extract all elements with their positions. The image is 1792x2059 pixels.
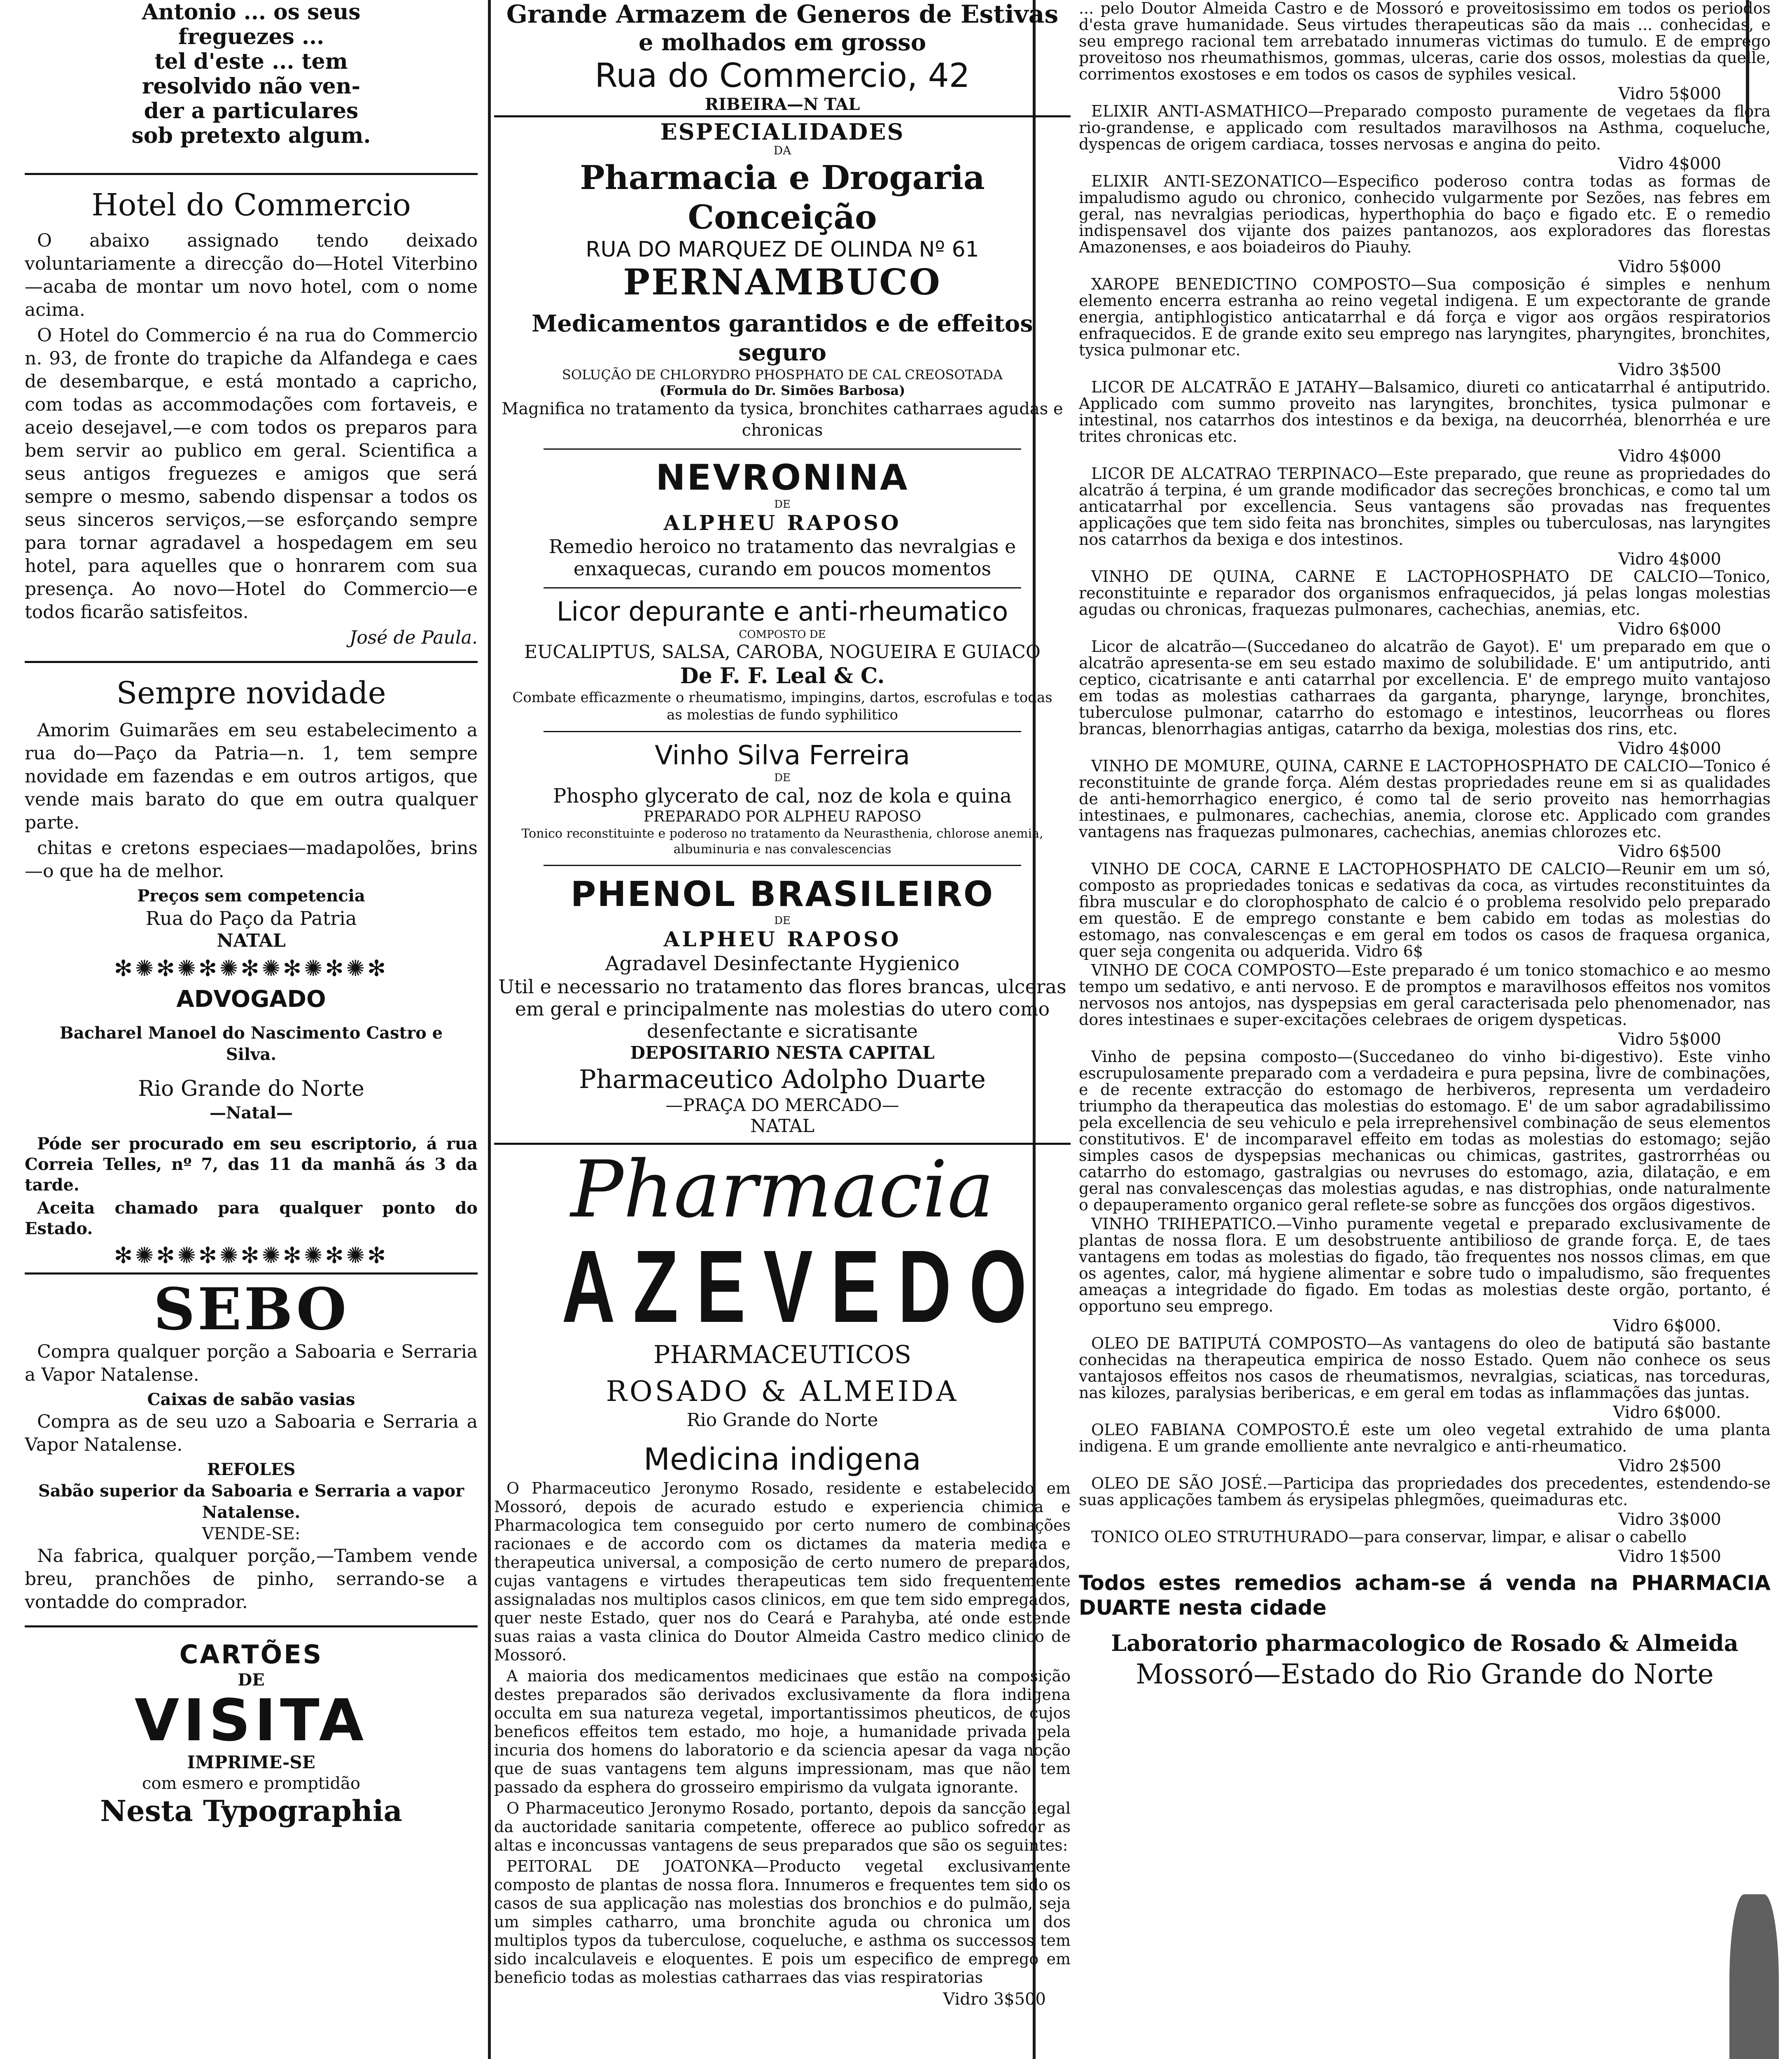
armazem-ad (494, 0, 1071, 114)
remedy-price: Vidro 6$000. (1613, 1317, 1721, 1335)
remedy-entry: VINHO DE COCA, CARNE E LACTOPHOSPHATO DE CALCIO—Reunir em um só, composto as propriedades tonicas e sedativas da coca, as virtudes reconstituintes da fibra muscular e do clorophosphato de calcio é o problema resolvido pelo preparado em questão. E de emprego constante e bem cabido em todas as molestias do estomago, nas convalescenças e em geral em todos os casos de fraquesa organica, quer seja congenita ou adquerida. Vidro 6$ (1079, 860, 1771, 960)
ornament-border: ✻✺✻✺✻✺✻✺✻✺✻✺✻ (114, 1242, 389, 1268)
remedy-price: Vidro 5$000 (1618, 257, 1721, 276)
especialidades-rua: RUA DO MARQUEZ DE OLINDA Nº 61 (586, 237, 979, 262)
remedy-price: Vidro 4$000 (1618, 447, 1721, 466)
phenol-ad (494, 873, 1071, 1137)
remedy-entry: VINHO TRIHEPATICO.—Vinho puramente vegetal e preparado exclusivamente de plantas de nossa flora. E um desobstruente antibilioso de grande força. E, de taes vantagens em todas as molestias do figado, tão frequentes nos nossos climas, em que os agentes, calor, má hygiene alimentar e sobre tudo o impaludismo, são frequentes ameaças a integridade do figado. Em todas as molestias deste orgão, portanto, é opportuno seu emprego. (1079, 1215, 1771, 1315)
especialidades-ad (494, 120, 1071, 441)
vinho-ad (494, 740, 1071, 857)
remedy-entry: TONICO OLEO STRUTHURADO—para conservar, limpar, e alisar o cabello (1091, 1528, 1687, 1546)
remedy-price: Vidro 5$000 (1618, 1030, 1721, 1049)
remedy-entry: XAROPE BENEDICTINO COMPOSTO—Sua composição é simples e nenhum elemento encerra estranha ao reino vegetal indigena. E um expectorante de grande energia, antiphlogistico anticatarrhal e dá força e vigor aos orgãos respiratorios enfraquecidos. E de grande exito seu emprego nas laryngites, pharyngites, bronchites, tysica pulmonar etc. (1079, 275, 1771, 359)
cartoes-imprime: IMPRIME-SE (187, 1752, 315, 1772)
hotel-para: O abaixo assignado tendo deixado voluntariamente a direcção do—Hotel Viterbino—acaba de montar um novo hotel, com o nome acima. (25, 230, 478, 320)
divider (544, 731, 1021, 732)
phenol-title: PHENOL BRASILEIRO (570, 874, 994, 914)
advogado-place: Rio Grande do Norte (138, 1076, 364, 1101)
remedy-entry: VINHO DE QUINA, CARNE E LACTOPHOSPHATO DE CALCIO—Tonico, reconstituinte e reparador dos organismos enfraquecidos, já pelas longas molestias agudas ou chronicas, fraquezas pulmonares, cachechias, anemias, etc. (1079, 567, 1771, 619)
vinho-desc: Tonico reconstituinte e poderoso no tratamento da Neurasthenia, chlorose anemia, albuminuria e nas convalescencias (521, 826, 1043, 857)
nevronina-desc: Remedio heroico no tratamento das nevralgias e enxaquecas, curando em poucos momentos (548, 535, 1016, 580)
divider (25, 1272, 478, 1275)
sebo-heading: REFOLES (207, 1460, 296, 1479)
remedy-price: Vidro 5$000 (1618, 84, 1721, 103)
especialidades-pernambuco: PERNAMBUCO (623, 261, 942, 303)
phenol-sub: Agradavel Desinfectante Hygienico (605, 952, 960, 975)
sebo-ad (25, 1276, 478, 1614)
advogado-city: —Natal— (209, 1103, 293, 1123)
remedy-price: Vidro 1$500 (1618, 1547, 1721, 1566)
advogado-name: Bacharel Manoel do Nascimento Castro e Silva. (59, 1023, 443, 1064)
medicina-para: A maioria dos medicamentos medicinaes que estão na composição destes preparados são derivados exclusivamente da flora indigena occulta em sua natureza vegetal, importantissimos pheuticos, de cujos beneficos effeitos tem estado, mo hoje, a humanidade privada pela incuria dos homens do laboratorio e da sciencia apesar da vaga noção que de suas vantagens tem alguns impressionam, mas que não tem passado da esphera do grosseiro empirismo da vulgata ignorante. (494, 1667, 1071, 1796)
sebo-heading: Caixas de sabão vasias (147, 1390, 355, 1409)
divider (544, 865, 1021, 866)
sebo-para: Na fabrica, qualquer porção,—Tambem vende breu, pranchões de pinho, serrando-se a vontadde do comprador. (25, 1545, 478, 1613)
azevedo-script: Pharmacia (570, 1144, 994, 1235)
licor-sub: COMPOSTO DE (739, 628, 826, 641)
remedy-price: Vidro 4$000 (1618, 739, 1721, 758)
remedy-price: Vidro 4$000 (1618, 550, 1721, 569)
footer-laboratorio: Laboratorio pharmacologico de Rosado & Almeida (1111, 1630, 1738, 1656)
divider (544, 587, 1021, 588)
footer-mossoro: Mossoró—Estado do Rio Grande do Norte (1136, 1658, 1714, 1690)
footer-venda: Todos estes remedios acham-se á venda na PHARMACIA DUARTE nesta cidade (1079, 1571, 1771, 1620)
top-notice (25, 0, 478, 148)
ornament-border: ✻✺✻✺✻✺✻✺✻✺✻✺✻ (114, 955, 389, 981)
cartoes-visita: VISITA (134, 1687, 368, 1754)
vinho-title: Vinho Silva Ferreira (655, 740, 910, 771)
hotel-para: O Hotel do Commercio é na rua do Commercio n. 93, de fronte do trapiche da Alfandega e caes de desembarque, e está montado a capricho, com todas as accommodações com fortaveis, e aceio desejavel,—e com todos os preparos para bem servir ao publico em geral. Scientifica a seus antigos freguezes e amigos que será sempre o mesmo, sabendo dispensar a todos os seus sinceros serviços,—se esforçando sempre para tornar agradavel a hospedagem em seu hotel, para aquelles que o honrarem com sua presença. Ao novo—Hotel do Commercio—e todos ficarão satisfeitos. (25, 325, 478, 623)
phenol-author: ALPHEU RAPOSO (663, 927, 901, 951)
sebo-heading: VENDE-SE: (202, 1524, 301, 1543)
vinho-sub: Phospho glycerato de cal, noz de kola e quina (553, 784, 1012, 808)
azevedo-ad (494, 1146, 1071, 1431)
remedy-price: Vidro 2$500 (1618, 1457, 1721, 1475)
cartoes-ad (25, 1639, 478, 1828)
armazem-address: Rua do Commercio, 42 (595, 56, 970, 95)
top-notice-line: tel d'este ... tem (154, 49, 348, 74)
top-notice-line: der a particulares (144, 98, 359, 124)
sebo-para: Compra qualquer porção a Saboaria e Serraria a Vapor Natalense. (25, 1341, 478, 1385)
remedy-price: Vidro 6$000 (1618, 620, 1721, 639)
divider (544, 448, 1021, 450)
especialidades-magnifica: Magnifica no tratamento da tysica, bronchites catharraes agudas e chronicas (502, 399, 1063, 440)
divider (25, 173, 478, 175)
cartoes-esmero: com esmero e promptidão (142, 1774, 360, 1793)
remedy-entry: OLEO FABIANA COMPOSTO.É este um oleo vegetal extrahido de uma planta indigena. E um grande emolliente ante nevralgico e anti-rheumatico. (1079, 1421, 1771, 1455)
hotel-ad (25, 187, 478, 649)
sebo-heading: Sabão superior da Saboaria e Serraria a vapor Natalense. (38, 1481, 464, 1522)
especialidades-pharmacia: Pharmacia e Drogaria Conceição (580, 158, 985, 236)
nevronina-ad (494, 457, 1071, 580)
especialidades-da: DA (773, 144, 791, 157)
vinho-de: DE (774, 772, 791, 784)
remedy-entry: LICOR DE ALCATRAO TERPINACO—Este preparado, que reune as propriedades do alcatrão á terpina, é um grande modificador das secreções bronchicas, e como tal um anticatarrhal por excellencia. Seus vantagens são provadas nas frequentes applicações que tem sido feita nas bronchites, simples ou tuberculosas, nas laryngites nos catarrhos da bexiga e dos intestinos. (1079, 465, 1771, 549)
armazem-ribeira: RIBEIRA—N TAL (705, 95, 860, 114)
cartoes-typographia: Nesta Typographia (100, 1794, 402, 1828)
column-2 (494, 0, 1071, 2059)
phenol-city: NATAL (750, 1116, 814, 1137)
novidade-address: Rua do Paço da Patria (145, 907, 357, 929)
licor-ad (494, 596, 1071, 724)
licor-maker: De F. F. Leal & C. (680, 663, 885, 689)
licor-desc: Combate efficazmente o rheumatismo, impingins, dartos, escrofulas e todas as molestias de fundo syphilitico (512, 689, 1052, 723)
cartoes-title: CARTÕES (179, 1639, 323, 1669)
column-3 (1079, 0, 1771, 2059)
column-rule-left (488, 0, 491, 2059)
remedy-entry: VINHO DE MOMURE, QUINA, CARNE E LACTOPHOSPHATO DE CALCIO—Tonico é reconstituinte de grande força. Além destas propriedades reune em si as qualidades de anti-hemorrhagico energico, é como tal de serio proveito nas hemorrhagias intestinaes, e pulmonares, cachechias, anemia, clorose etc. Applicado com grandes vantagens nas fraquezas pulmonares, cachechias, anemias chlorozes etc. (1079, 757, 1771, 841)
azevedo-place: Rio Grande do Norte (686, 1410, 878, 1431)
top-notice-line: resolvido não ven- (142, 74, 361, 99)
novidade-precos: Preços sem competencia (137, 886, 365, 906)
azevedo-sub: PHARMACEUTICOS (653, 1340, 912, 1369)
top-notice-line: Antonio ... os seus (142, 0, 361, 25)
remedy-entry: Licor de alcatrão—(Succedaneo do alcatrão de Gayot). E' um preparado em que o alcatrão apresenta-se em seu estado maximo de solubilidade. E' um antiputrido, anti ceptico, cicatrisante e anti catarrhal por excellencia. E' de emprego muito vantajoso em todas as molestias catharraes da garganta, pharynge, larynge, bronchites, tuberculose pulmonar, catarrho do estomago e intestinos, leucorrheas ou flores brancas, blenorrhagias antigas, catarrho da bexiga, molestias dos rins, etc. (1079, 637, 1771, 738)
nevronina-title: NEVRONINA (656, 457, 909, 498)
sebo-para: Compra as de seu uzo a Saboaria e Serraria a Vapor Natalense. (25, 1411, 478, 1455)
armazem-line: e molhados em grosso (638, 29, 926, 56)
remedy-price: Vidro 6$000. (1613, 1403, 1721, 1422)
novidade-para: chitas e cretons especiaes—madapolões, brins—o que ha de melhor. (25, 838, 478, 882)
novidade-ad (25, 675, 478, 952)
hotel-title: Hotel do Commercio (91, 187, 411, 223)
column-1 (25, 0, 478, 2059)
especialidades-formula: (Formula do Dr. Simões Barbosa) (659, 383, 905, 398)
remedy-entry: OLEO DE SÃO JOSÉ.—Participa das propriedades dos precedentes, estendendo-se suas applicações tambem ás erysipelas phlegmões, queimaduras etc. (1079, 1474, 1771, 1509)
phenol-praca: —PRAÇA DO MERCADO— (665, 1095, 899, 1115)
remedy-price: Vidro 3$500 (1618, 360, 1721, 379)
hotel-signature: José de Paula. (349, 627, 478, 648)
medicina-price: Vidro 3$500 (943, 1990, 1046, 2009)
phenol-desc: Util e necessario no tratamento das flores brancas, ulceras em geral e principalmente nas molestias do utero como desenfectante e sicratisante (498, 976, 1066, 1042)
armazem-line: Grande Armazem de Generos de Estivas (506, 0, 1059, 29)
vinho-prep: PREPARADO POR ALPHEU RAPOSO (643, 808, 922, 825)
novidade-title: Sempre novidade (116, 675, 386, 711)
divider (25, 661, 478, 663)
licor-ingredients: EUCALIPTUS, SALSA, CAROBA, NOGUEIRA E GUIACO (524, 642, 1041, 663)
especialidades-title: ESPECIALIDADES (660, 119, 905, 145)
remedy-entry: OLEO DE BATIPUTÁ COMPOSTO—As vantagens do oleo de batiputá são bastante conhecidas na therapeutica empirica de nosso Estado. Quem não conhece os seus vantajosos effeitos nos casos de rheumatismos, nevralgias, sciaticas, nas torceduras, nas kilozes, paralysias beribericas, e em geral em todas as inflammações das juntas. (1079, 1334, 1771, 1402)
divider (494, 115, 1071, 117)
medicina-ad (494, 1440, 1071, 2009)
top-notice-line: sob pretexto algum. (131, 123, 371, 148)
remedy-price: Vidro 6$500 (1618, 842, 1721, 861)
especialidades-medicamentos: Medicamentos garantidos e de effeitos seguro (532, 310, 1033, 366)
medicina-para: O Pharmaceutico Jeronymo Rosado, portanto, depois da sancção legal da auctoridade sanitaria competente, offerece ao publico sofredor as altas e inconcussas vantagens de seus preparados que são os seguintes: (494, 1799, 1071, 1854)
nevronina-author: ALPHEU RAPOSO (663, 511, 901, 535)
sebo-title: SEBO (153, 1276, 349, 1343)
medicina-title: Medicina indigena (644, 1442, 921, 1477)
phenol-depositario: DEPOSITARIO NESTA CAPITAL (630, 1043, 935, 1063)
novidade-city: NATAL (217, 930, 286, 951)
phenol-de: DE (774, 915, 791, 927)
azevedo-owners: ROSADO & ALMEIDA (606, 1375, 959, 1408)
remedy-price: Vidro 3$000 (1618, 1510, 1721, 1529)
cartoes-de: DE (238, 1670, 265, 1690)
remedy-entry: ELIXIR ANTI-ASMATHICO—Preparado composto puramente de vegetaes da flora rio-grandense, e applicado com resultados maravilhosos na Asthma, coqueluche, dyspencas de origem cardiaca, tosses nervosas e angina do peito. (1079, 102, 1771, 153)
phenol-pharmaceutico: Pharmaceutico Adolpho Duarte (579, 1064, 986, 1094)
remedy-price: Vidro 4$000 (1618, 154, 1721, 173)
nevronina-de: DE (774, 498, 791, 511)
licor-title: Licor depurante e anti-rheumatico (556, 597, 1008, 627)
remedy-entry: ELIXIR ANTI-SEZONATICO—Especifico poderoso contra todas as formas de impaludismo agudo ou chronico, conhecido vulgarmente por Sezões, nas febres em geral, nas nevralgias periodicas, hyperthophia do baço e figado etc. E o remedio indispensavel dos vijante dos paizes pantanozos, aos exploradores das florestas Amazonenses, e aos boiadeiros do Piauhy. (1079, 172, 1771, 256)
advogado-para: Aceita chamado para qualquer ponto do Estado. (25, 1198, 478, 1238)
advogado-title: ADVOGADO (176, 986, 326, 1013)
remedy-entry: Vinho de pepsina composto—(Succedaneo do vinho bi-digestivo). Este vinho escrupulosamente preparado com a verdadeira e pura pepsina, livre de combinações, e de recente extracção do estomago de herbiveros, representa um verdadeiro triumpho da therapeutica das molestias do estomago. E' de um sabor agradabilissimo pela excellencia de seu vehiculo e pela irreprehensivel combinação de seus elementos constitutivos. E' de incomparavel effeito em todas as molestias do estomago; sejão simples casos de dyspepsias mechanicas ou chimicas, gastrites, gastrorrhéas ou catarrho do estomago, gastralgias ou nevruses do estomago, azia, dilatação, e em geral nas convalescenças das molestias agudas, e nas distrophias, onde naturalmente o depauperamento organico geral reflete-se sobre as funcções dos orgãos digestivos. (1079, 1048, 1771, 1214)
medicina-para: O Pharmaceutico Jeronymo Rosado, residente e estabelecido em Mossoró, depois de acurado estudo e experiencia chimica e Pharmacologica tem conseguido por certo numero de combinações racionaes e de accordo com os dictames da materia medica e therapeutica universal, a composição de certo numero de preparados, cujas vantagens e virtudes therapeuticas tem sido frequentemente assignaladas nos multiplos casos clinicos, em que tem sido empregados, quer neste Estado, quer nos do Ceará e Parahyba, até onde estende suas raias a vasta clinica do Doutor Almeida Castro medico clinico de Mossoró. (494, 1479, 1071, 1664)
divider (25, 1625, 478, 1627)
especialidades-solucao: SOLUÇÃO DE CHLORYDRO PHOSPHATO DE CAL CREOSOTADA (562, 367, 1003, 383)
advogado-para: Póde ser procurado em seu escriptorio, á rua Correia Telles, nº 7, das 11 da manhã ás 3 da tarde. (25, 1134, 478, 1195)
medicina-para: PEITORAL DE JOATONKA—Producto vegetal exclusivamente composto de plantas de nossa flora. Innumeros e frequentes tem sido os casos de sua applicação nas molestias dos bronchios e do pulmão, seja um simples catharro, uma bronchite aguda ou chronica um dos multiplos typos da tuberculose, coqueluche, e asthma os successos tem sido incalculaveis e eloquentes. E pois um especifico de emprego em beneficio todas as molestias catharraes das vias respiratorias (494, 1857, 1071, 1987)
novidade-para: Amorim Guimarães em seu estabelecimento a rua do—Paço da Patria—n. 1, tem sempre novidade em fazendas e em outros artigos, que vende mais barato do que em outra qualquer parte. (25, 720, 478, 833)
ink-smudge (1729, 1894, 1779, 2059)
advogado-ad (25, 985, 478, 1239)
azevedo-name: AZEVEDO (562, 1229, 1045, 1344)
remedy-entry: LICOR DE ALCATRÃO E JATAHY—Balsamico, diureti co anticatarrhal é antiputrido. Applicado com summo proveito nas laryngites, bronchites, tysica pulmonar e intestinal, nos catarrhos dos intestinos e da bexiga, na deucorrhéa, blenorrhéa e ure trites chronicas etc. (1079, 378, 1771, 446)
remedy-entry: ... pelo Doutor Almeida Castro e de Mossoró e proveitosissimo em todos os periodos d'esta grave humanidade. Seus virtudes therapeuticas são da mais ... conhecidas, e seu emprego racional tem arrebatado innumeras victimas do tumulo. E de emprego proveitoso nos rheumathismos, gommas, ulceras, carie dos ossos, molestias da quelle, corrimentos exostoses e em todos os casos de syphiles vesical. (1079, 0, 1771, 83)
remedy-entry: VINHO DE COCA COMPOSTO—Este preparado é um tonico stomachico e ao mesmo tempo um sedativo, e anti nervoso. E de promptos e maravilhosos effeitos nos vomitos nervosos nos antojos, nas dyspepsias em geral caracterisada pelo phenomenador, nas dores intestinaes e super-excitações celebraes de origem dyspeticas. (1079, 961, 1771, 1029)
top-notice-line: freguezes ... (178, 24, 324, 49)
